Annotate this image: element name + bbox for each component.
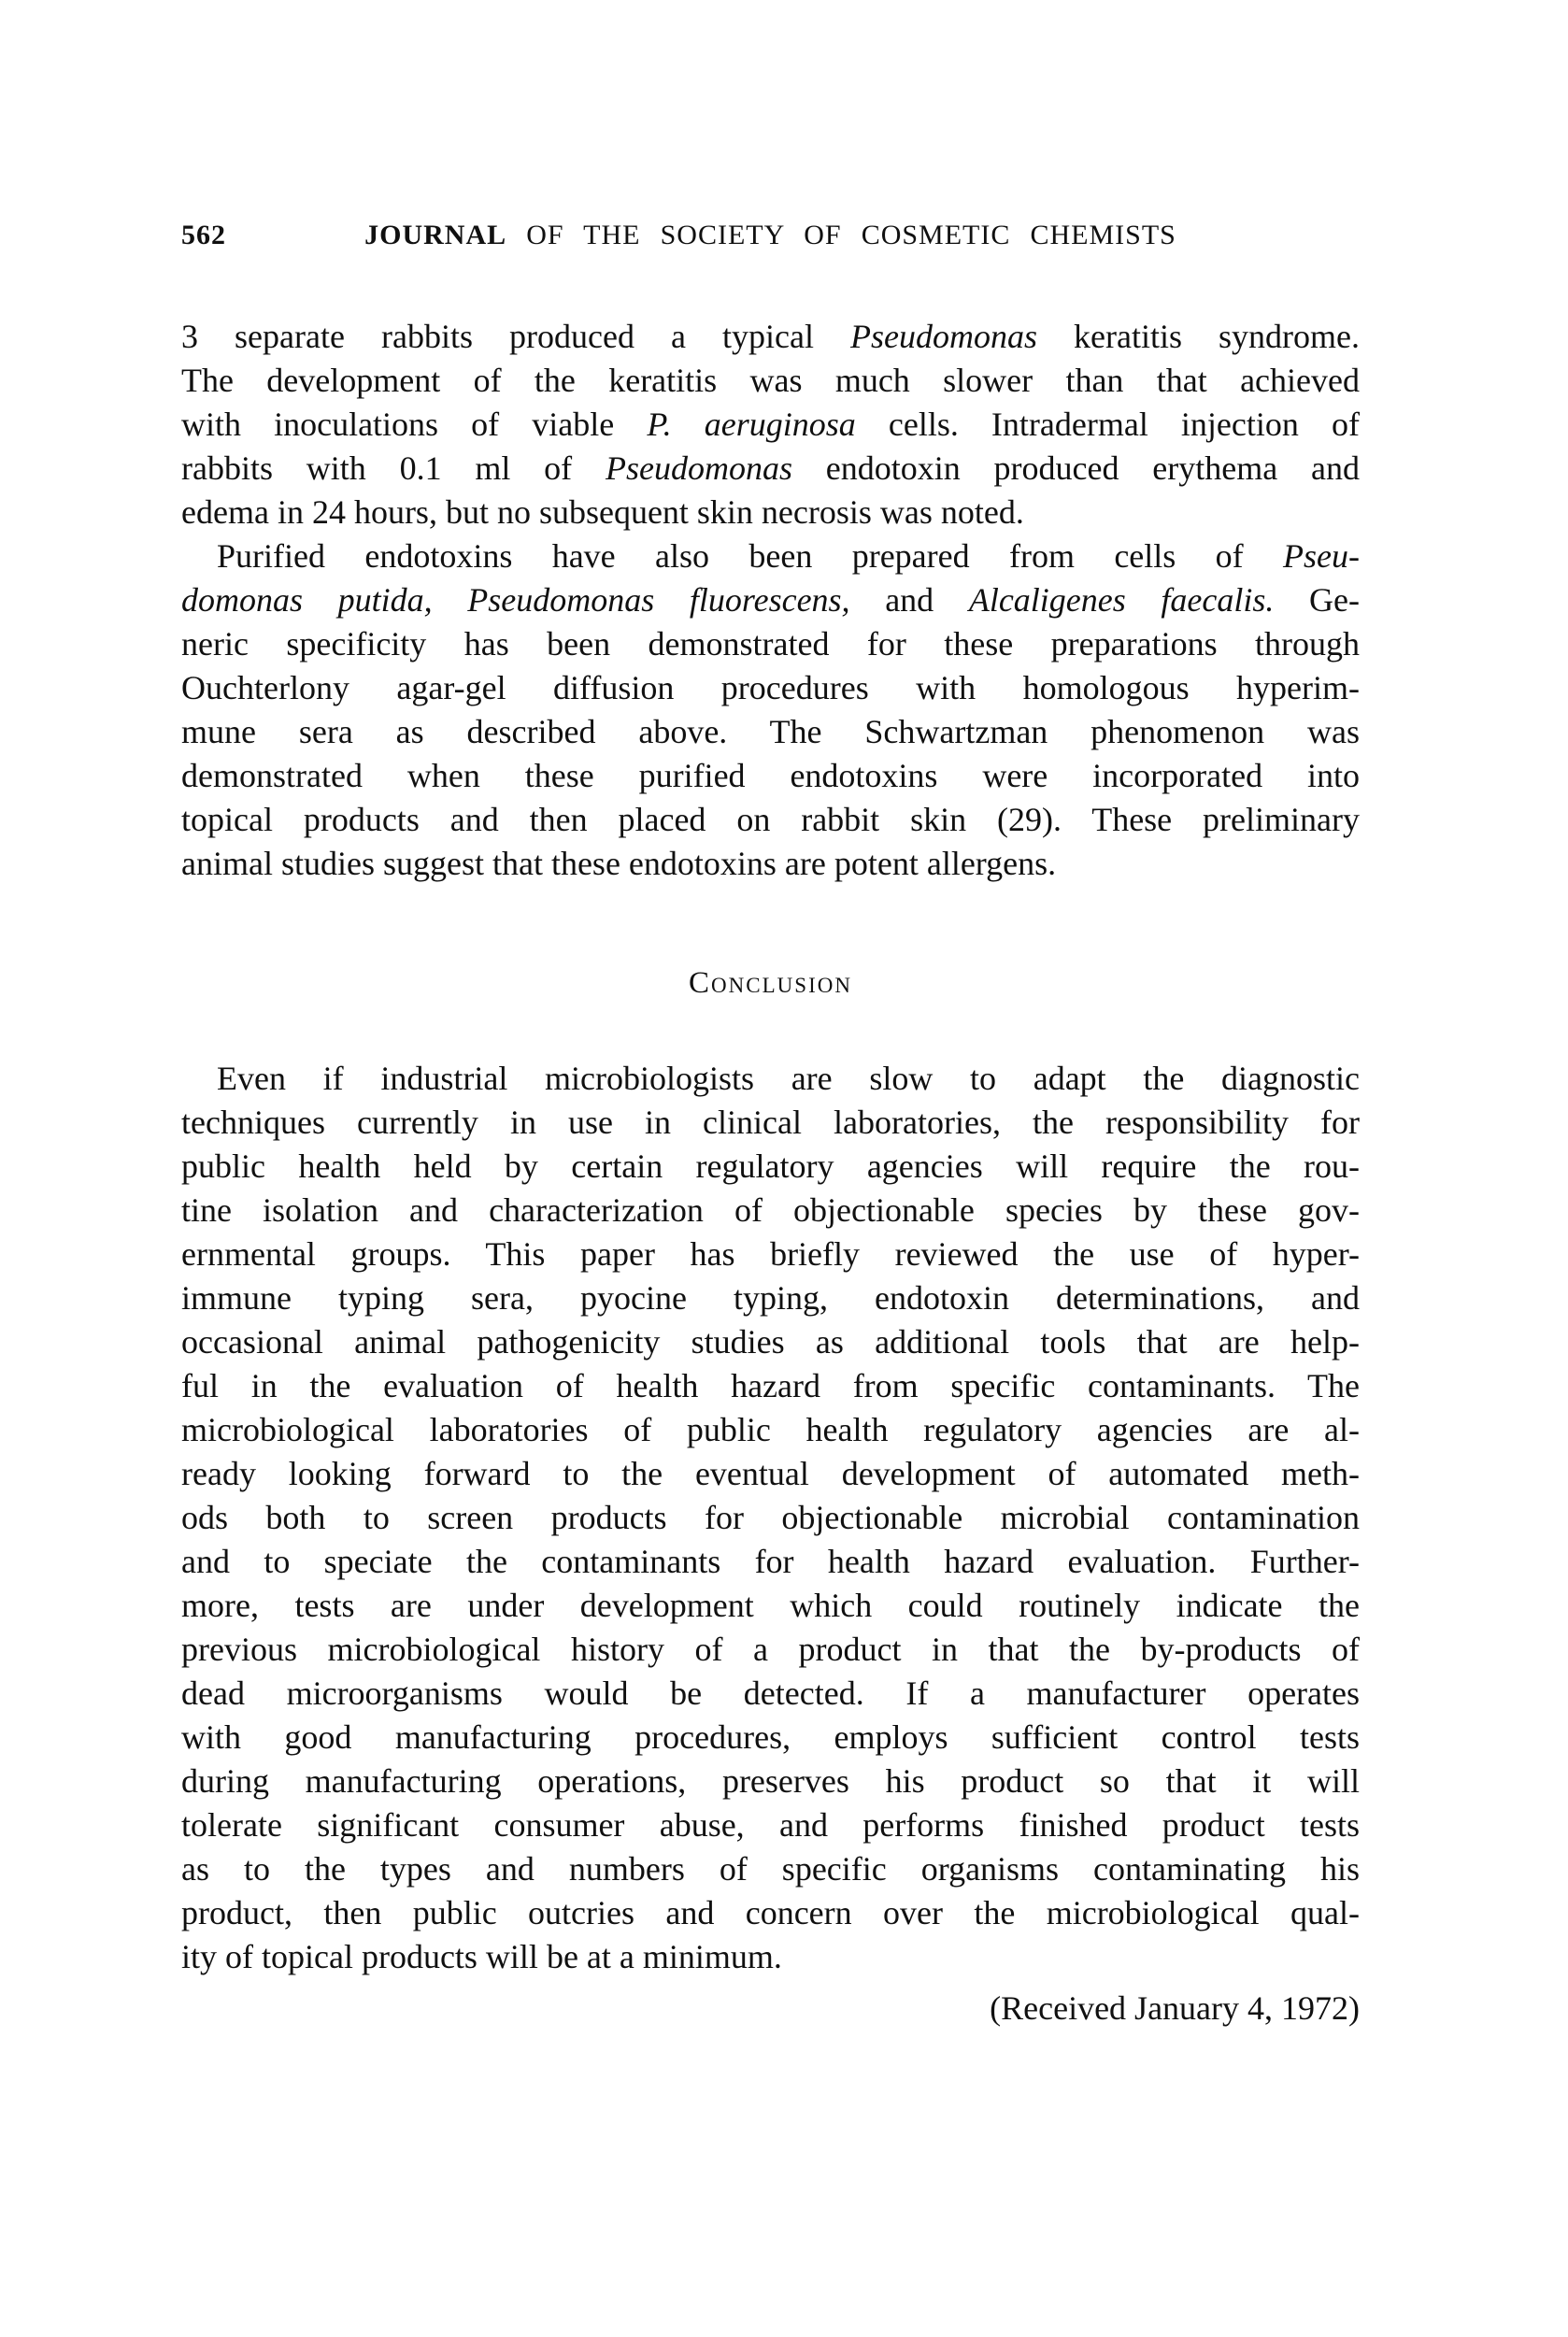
page-number: 562 — [181, 220, 226, 250]
text-line: microbiological laboratories of public health regulatory agencies are al- — [181, 1411, 1360, 1448]
text-line: public health held by certain regulatory agencies will require the rou- — [181, 1147, 1360, 1185]
text-line: ity of topical products will be at a minimum. — [181, 1938, 782, 1975]
text-line: as to the types and numbers of specific organisms contaminating his — [181, 1850, 1360, 1888]
text-line: domonas putida, Pseudomonas fluorescens, and Alcaligenes faecalis. Ge- — [181, 581, 1360, 619]
text-line: topical products and then placed on rabbit skin (29). These preliminary — [181, 801, 1360, 838]
text-line: The development of the keratitis was much slower than that achieved — [181, 362, 1360, 399]
text-line: rabbits with 0.1 ml of Pseudomonas endotoxin produced erythema and — [181, 449, 1360, 487]
text-line: Purified endotoxins have also been prepared from cells of Pseu- — [217, 537, 1360, 575]
text-line: 3 separate rabbits produced a typical Pseudomonas keratitis syndrome. — [181, 318, 1360, 355]
text-line: ods both to screen products for objectionable microbial contamination — [181, 1499, 1360, 1536]
text-line: neric specificity has been demonstrated for these preparations through — [181, 625, 1360, 663]
running-head — [181, 219, 1360, 256]
text-line: animal studies suggest that these endotoxins are potent allergens. — [181, 845, 1057, 882]
text-line: ful in the evaluation of health hazard from specific contaminants. The — [181, 1367, 1360, 1404]
text-line: mune sera as described above. The Schwartzman phenomenon was — [181, 713, 1360, 750]
body-paragraph-1 — [181, 315, 1360, 534]
text-line: product, then public outcries and concern over the microbiological qual- — [181, 1894, 1360, 1931]
text-line: Even if industrial microbiologists are slow to adapt the diagnostic — [217, 1060, 1360, 1097]
text-line: ernmental groups. This paper has briefly reviewed the use of hyper- — [181, 1235, 1360, 1273]
body-paragraph-2 — [181, 534, 1360, 886]
text-line: with good manufacturing procedures, employs sufficient control tests — [181, 1718, 1360, 1756]
journal-title-rest: OF THE SOCIETY OF COSMETIC CHEMISTS — [526, 220, 1176, 250]
text-line: ready looking forward to the eventual development of automated meth- — [181, 1455, 1360, 1492]
text-line: Ouchterlony agar-gel diffusion procedures with homologous hyperim- — [181, 669, 1360, 706]
text-line: during manufacturing operations, preserves his product so that it will — [181, 1762, 1360, 1800]
text-line: techniques currently in use in clinical laboratories, the responsibility for — [181, 1104, 1360, 1141]
text-line: occasional animal pathogenicity studies as additional tools that are help- — [181, 1323, 1360, 1361]
running-title — [181, 219, 1360, 252]
text-line: tolerate significant consumer abuse, and performs finished product tests — [181, 1806, 1360, 1844]
received-date-note: (Received January 4, 1972) — [990, 1989, 1360, 2027]
text-line: and to speciate the contaminants for health hazard evaluation. Further- — [181, 1543, 1360, 1580]
text-line: immune typing sera, pyocine typing, endotoxin determinations, and — [181, 1279, 1360, 1317]
text-line: edema in 24 hours, but no subsequent skin necrosis was noted. — [181, 493, 1024, 531]
text-line: demonstrated when these purified endotoxins were incorporated into — [181, 757, 1360, 794]
journal-title-lead: JOURNAL — [364, 220, 507, 250]
text-line: tine isolation and characterization of objectionable species by these gov- — [181, 1191, 1360, 1229]
text-line: previous microbiological history of a product in that the by-products of — [181, 1631, 1360, 1668]
text-line: with inoculations of viable P. aeruginosa cells. Intradermal injection of — [181, 406, 1360, 443]
text-line: dead microorganisms would be detected. If a manufacturer operates — [181, 1674, 1360, 1712]
text-line: more, tests are under development which could routinely indicate the — [181, 1587, 1360, 1624]
conclusion-paragraph — [181, 1057, 1360, 1979]
section-heading-conclusion: Conclusion — [689, 966, 852, 1000]
